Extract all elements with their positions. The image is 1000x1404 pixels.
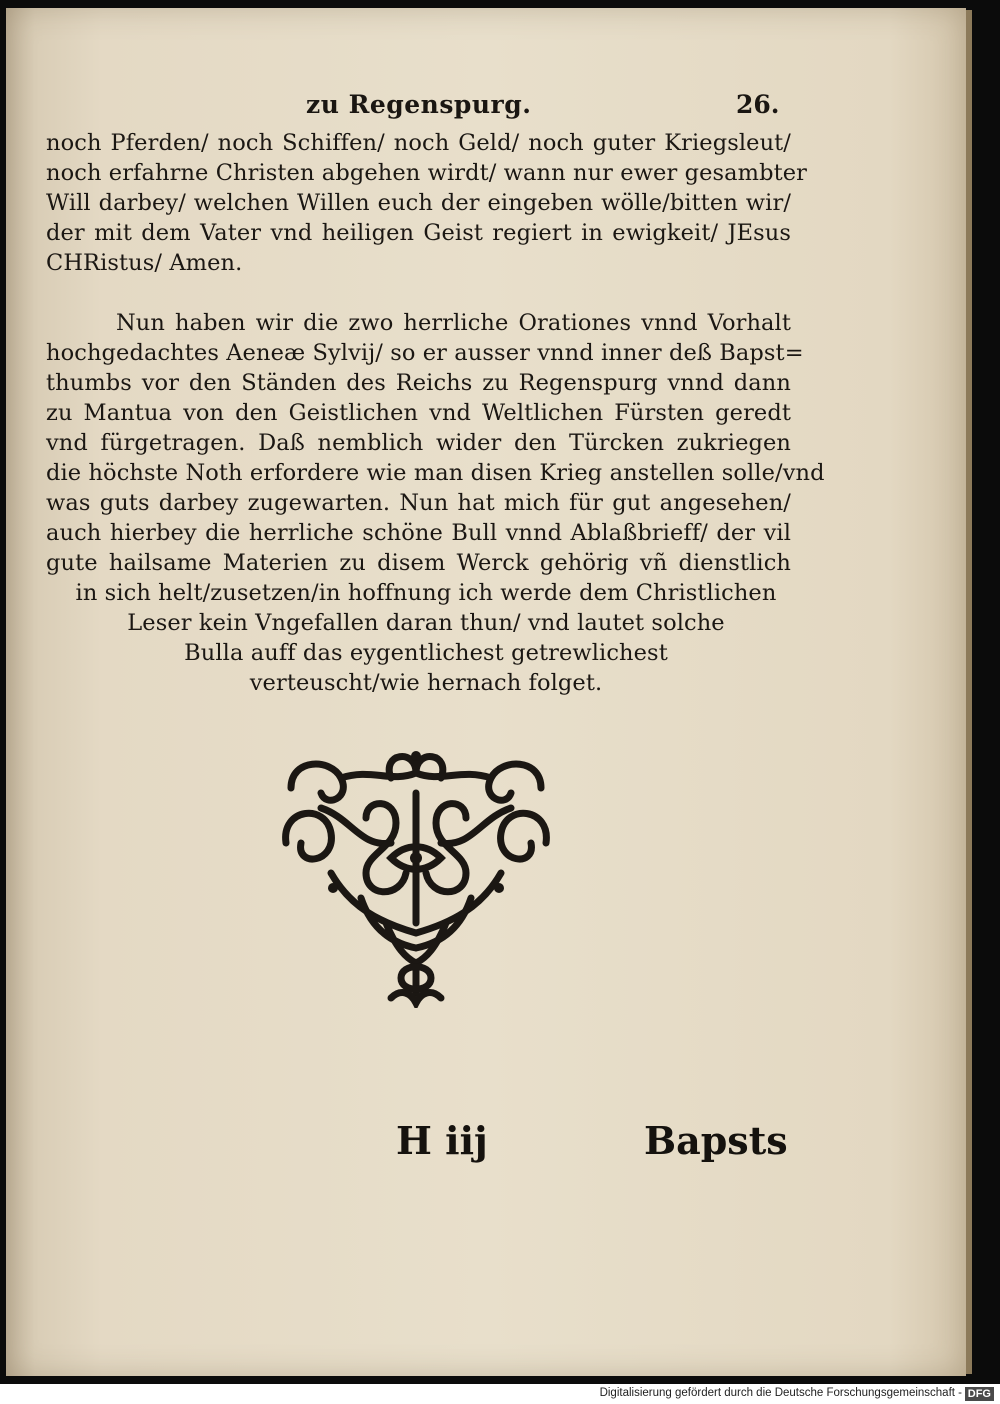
text-line: Leser kein Vngefallen daran thun/ vnd lautet solche (127, 610, 725, 636)
text-line: verteuscht/wie hernach folget. (249, 670, 603, 696)
funding-note: Digitalisierung gefördert durch die Deutsche Forschungsgemeinschaft - (599, 1387, 962, 1399)
text-line: hochgedachtes Aeneæ Sylvij/ so er ausser vnnd inner deß Bapst= (46, 340, 804, 366)
text-line: vnd fürgetragen. Daß nemblich wider den Türcken zukriegen (46, 430, 791, 456)
catchword: Bapsts (644, 1118, 788, 1163)
text-line: thumbs vor den Ständen des Reichs zu Regenspurg vnnd dann (46, 370, 791, 396)
signature-mark: H iij (396, 1118, 488, 1163)
text-line: noch erfahrne Christen abgehen wirdt/ wann nur ewer gesambter (46, 160, 808, 186)
text-line: die höchste Noth erfordere wie man disen Krieg anstellen solle/vnd (46, 460, 825, 486)
dfg-logo-icon: DFG (965, 1387, 994, 1401)
text-line: zu Mantua von den Geistlichen vnd Weltlichen Fürsten geredt (46, 400, 791, 426)
text-line: Bulla auff das eygentlichest getrewlichest (184, 640, 668, 666)
running-title: zu Regenspurg. (306, 90, 532, 119)
text-line: auch hierbey die herrliche schöne Bull vnnd Ablaßbrieff/ der vil (46, 520, 791, 546)
running-head (6, 88, 966, 128)
text-line: Nun haben wir die zwo herrliche Orationes vnnd Vorhalt (116, 310, 791, 336)
footer-bar (0, 1384, 1000, 1404)
text-line: noch Pferden/ noch Schiffen/ noch Geld/ noch guter Kriegsleut/ (46, 130, 791, 156)
text-line: was guts darbey zugewarten. Nun hat mich für gut angesehen/ (46, 490, 791, 516)
ornament-icon (271, 748, 561, 1008)
text-line: Will darbey/ welchen Willen euch der eingeben wölle/bitten wir/ (46, 190, 791, 216)
page-edge (966, 10, 972, 1374)
catchwords-line (6, 1118, 966, 1178)
text-line: gute hailsame Materien zu disem Werck gehörig vñ dienstlich (46, 550, 791, 576)
book-page (6, 8, 966, 1376)
page-number: 26. (736, 90, 780, 119)
text-line: der mit dem Vater vnd heiligen Geist regiert in ewigkeit/ JEsus (46, 220, 791, 246)
text-line: CHRistus/ Amen. (46, 250, 243, 276)
text-line: in sich helt/zusetzen/in hoffnung ich werde dem Christlichen (75, 580, 777, 606)
